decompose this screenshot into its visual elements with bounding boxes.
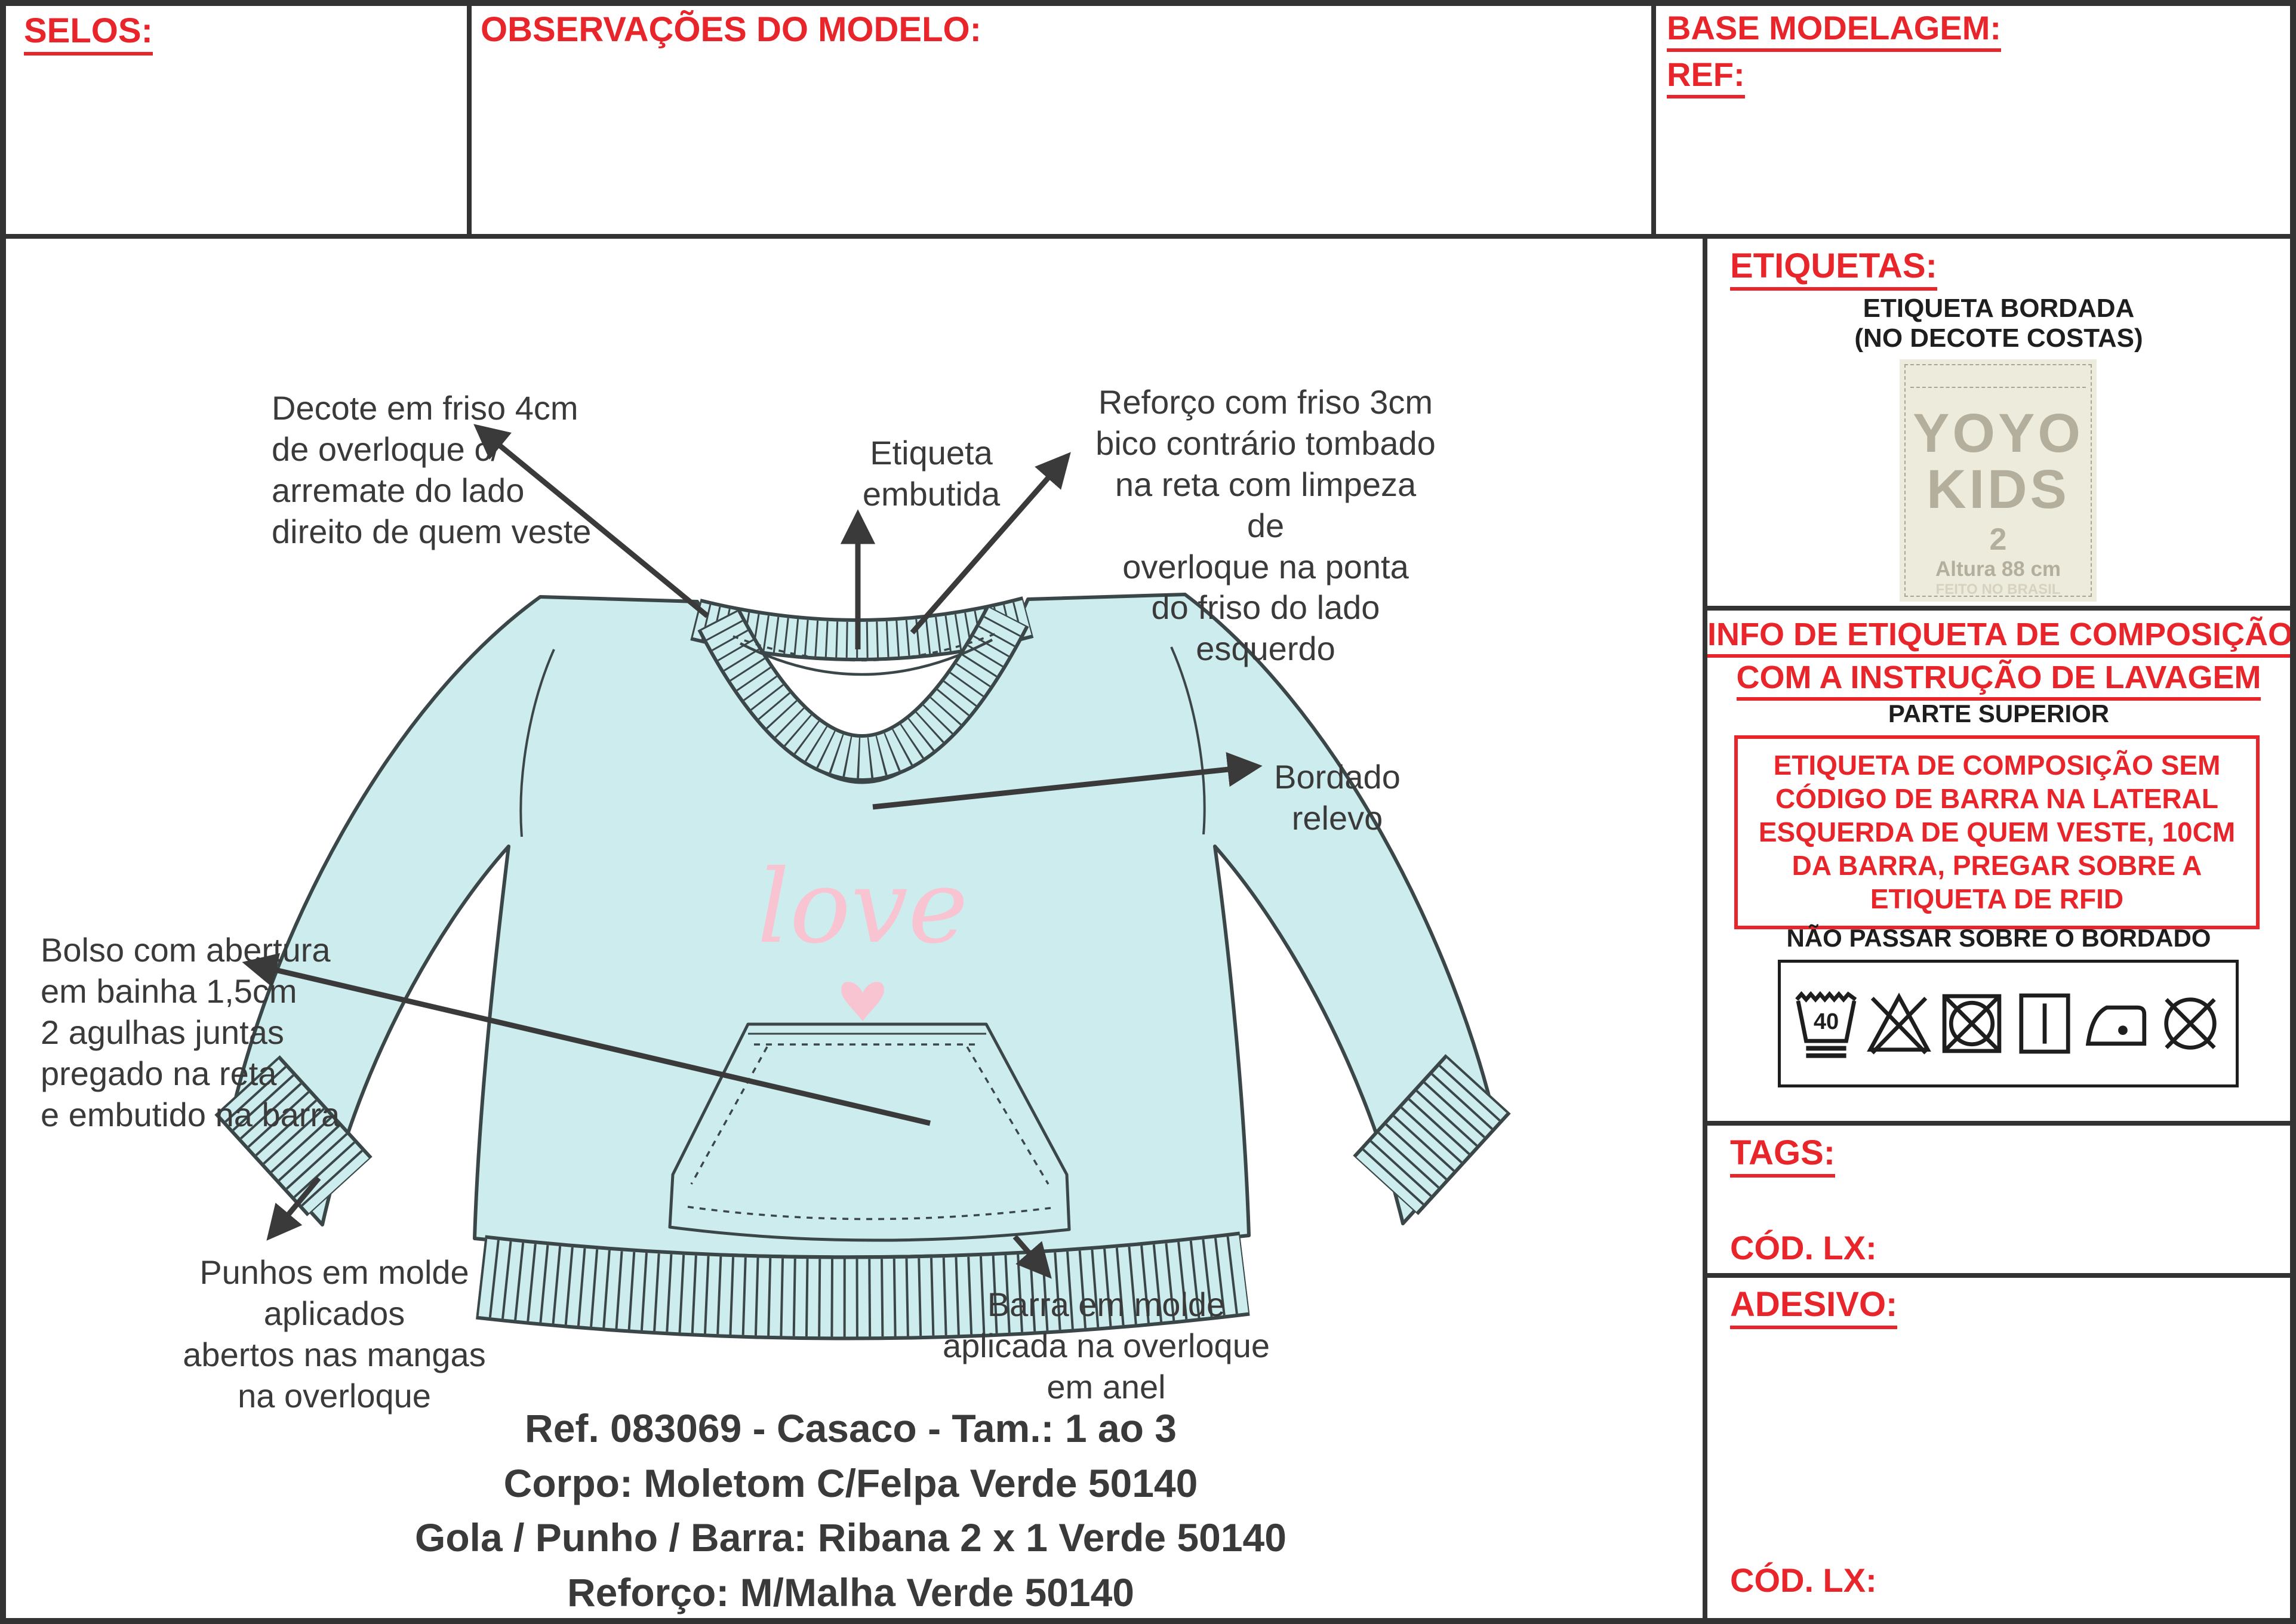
annotation-etiqueta <box>836 433 1027 515</box>
do-not-bleach-icon <box>1866 985 1932 1062</box>
reference-line: Ref. 083069 - Casaco - Tam.: 1 ao 3 <box>525 1406 1177 1450</box>
reference-title-block <box>284 1401 1418 1620</box>
label-size: 2 <box>1989 522 2007 557</box>
annotation-line: de overloque c/ <box>272 430 500 468</box>
label-brand-line1: YOYO <box>1913 403 2083 464</box>
composition-line: DA BARRA, PREGAR SOBRE A <box>1792 850 2202 882</box>
annotation-line: Bolso com abertura <box>41 931 331 969</box>
etiqueta-bordada-subtitle2: (NO DECOTE COSTAS) <box>1854 323 2143 353</box>
annotation-line: arremate do lado <box>272 471 525 509</box>
tags-header <box>1730 1133 1835 1178</box>
annotation-line: Decote em friso 4cm <box>272 389 578 427</box>
observacoes-header-label: OBSERVAÇÕES DO MODELO: <box>481 10 981 49</box>
etiquetas-header <box>1730 246 1937 291</box>
do-not-dry-clean-icon <box>2157 985 2224 1062</box>
wash-temperature-value: 40 <box>1813 1009 1839 1034</box>
etiquetas-info-divider <box>1703 606 2296 611</box>
selos-obs-divider <box>467 0 472 239</box>
love-embroidery-text: love <box>757 848 968 966</box>
tags-cod-lx: CÓD. LX: <box>1730 1229 1877 1266</box>
adesivo-header-label: ADESIVO: <box>1730 1287 1897 1329</box>
info-title-line1-label: INFO DE ETIQUETA DE COMPOSIÇÃO <box>1707 618 2293 658</box>
annotation-line: na overloque <box>238 1376 431 1415</box>
line-dry-icon <box>2011 985 2078 1062</box>
annotation-line: em anel <box>1047 1367 1166 1406</box>
annotation-line: overloque na ponta <box>1122 547 1409 585</box>
composition-line: ETIQUETA DE RFID <box>1870 883 2124 915</box>
composition-line: ESQUERDA DE QUEM VESTE, 10CM <box>1758 816 2236 848</box>
annotation-line: abertos nas mangas <box>183 1335 486 1373</box>
info-tags-divider <box>1703 1121 2296 1126</box>
fabric-rib-line: Gola / Punho / Barra: Ribana 2 x 1 Verde 50140 <box>415 1515 1287 1560</box>
info-title-line2 <box>1707 659 2290 701</box>
selos-header-label: SELOS: <box>24 13 153 56</box>
annotation-line: 2 agulhas juntas <box>41 1013 284 1051</box>
label-fold-stitch <box>1910 387 2086 388</box>
annotation-line: pregado na reta <box>41 1054 277 1092</box>
annotation-line: bico contrário tombado <box>1095 424 1436 462</box>
annotation-barra <box>927 1284 1285 1408</box>
annotation-line: esquerdo <box>1196 630 1335 668</box>
observacoes-header <box>481 10 981 50</box>
annotation-line: do friso do lado <box>1151 588 1380 627</box>
annotation-line: Bordado <box>1274 758 1401 796</box>
fabric-body-line: Corpo: Moletom C/Felpa Verde 50140 <box>503 1460 1198 1505</box>
annotation-line: e embutido na barra <box>41 1095 340 1133</box>
care-symbols-box <box>1778 960 2239 1087</box>
iron-one-dot-icon <box>2084 985 2151 1062</box>
composition-instruction-box <box>1734 735 2260 929</box>
base-modelagem-header <box>1667 8 2001 52</box>
etiqueta-bordada-subtitle: ETIQUETA BORDADA <box>1863 294 2135 323</box>
tags-header-label: TAGS: <box>1730 1135 1835 1178</box>
label-brand-line2: KIDS <box>1926 459 2070 520</box>
info-title-line1 <box>1707 616 2294 658</box>
annotation-line: em bainha 1,5cm <box>41 972 297 1010</box>
annotation-line: Etiqueta <box>870 434 993 472</box>
base-modelagem-label: BASE MODELAGEM: <box>1667 11 2001 52</box>
ref-label: REF: <box>1667 57 1745 98</box>
annotation-line: direito de quem veste <box>272 512 592 550</box>
annotation-bolso <box>41 930 387 1135</box>
composition-line: CÓDIGO DE BARRA NA LATERAL <box>1775 783 2218 815</box>
adesivo-cod-lx: CÓD. LX: <box>1730 1561 1877 1599</box>
fabric-reinforce-line: Reforço: M/Malha Verde 50140 <box>567 1570 1135 1615</box>
label-height: Altura 88 cm <box>1935 557 2061 581</box>
do-not-tumble-dry-icon <box>1938 985 2005 1062</box>
annotation-bordado <box>1245 757 1430 839</box>
ref-header <box>1667 55 1745 98</box>
composition-line: ETIQUETA DE COMPOSIÇÃO SEM <box>1773 750 2221 781</box>
selos-header <box>24 11 153 56</box>
base-cell-divider <box>1656 234 2296 239</box>
tags-adesivo-divider <box>1703 1273 2296 1278</box>
annotation-punhos <box>125 1252 543 1417</box>
annotation-line: na reta com limpeza de <box>1115 465 1417 544</box>
obs-base-divider <box>1651 0 1656 239</box>
nao-passar-warning: NÃO PASSAR SOBRE O BORDADO <box>1786 924 2211 952</box>
annotation-line: aplicada na overloque <box>943 1326 1270 1364</box>
annotation-line: Punhos em molde aplicados <box>199 1253 469 1332</box>
annotation-line: Reforço com friso 3cm <box>1098 383 1433 421</box>
annotation-decote <box>272 388 630 553</box>
annotation-line: embutida <box>862 474 1001 513</box>
annotation-line: relevo <box>1291 799 1383 837</box>
adesivo-header <box>1730 1284 1897 1329</box>
top-row-divider <box>0 234 1707 239</box>
etiquetas-header-label: ETIQUETAS: <box>1730 248 1937 291</box>
label-origin: FEITO NO BRASIL <box>1935 581 2061 597</box>
annotation-reforco <box>1092 382 1439 670</box>
info-title-line2-label: COM A INSTRUÇÃO DE LAVAGEM <box>1737 661 2261 701</box>
annotation-line: Barra em molde <box>987 1286 1226 1323</box>
wash-40-mild-icon <box>1793 985 1860 1062</box>
parte-superior-subtitle: PARTE SUPERIOR <box>1888 699 2110 728</box>
woven-label <box>1900 359 2097 602</box>
